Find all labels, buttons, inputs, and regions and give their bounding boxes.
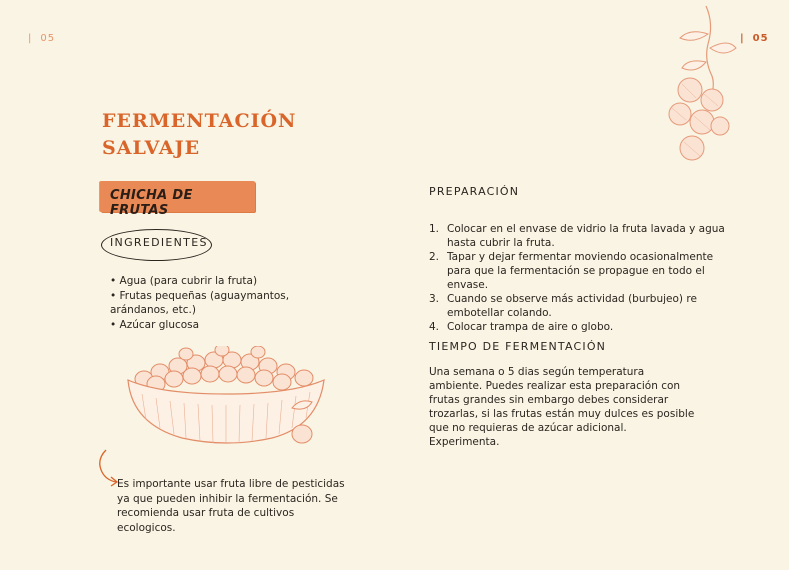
- step-text: Cuando se observe más actividad (burbujeo) re embotellar colando.: [447, 293, 697, 319]
- page-title: [102, 108, 296, 162]
- step-number: 1.: [429, 223, 440, 235]
- list-item: [429, 222, 729, 250]
- recipe-banner: [100, 181, 255, 218]
- divider: |: [28, 33, 33, 44]
- recipe-name: CHICHA DE FRUTAS: [110, 188, 193, 218]
- ingredients-list: [110, 274, 310, 332]
- ingredients-heading: INGREDIENTES: [110, 236, 208, 249]
- step-text: Tapar y dejar fermentar moviendo ocasionalmente para que la fermentación se propague en todo el envase.: [447, 251, 714, 291]
- preparation-heading: PREPARACIÓN: [429, 185, 520, 198]
- list-item: • Azúcar glucosa: [110, 318, 310, 333]
- bowl-of-berries-icon: [122, 346, 332, 450]
- step-text: Colocar en el envase de vidrio la fruta lavada y agua hasta cubrir la fruta.: [447, 223, 725, 249]
- divider: |: [740, 33, 745, 44]
- fermentation-time-text: Una semana o 5 dias según temperatura ambiente. Puedes realizar esta preparación con frutas grandes sin embargo debes considerar trozarlas, si las frutas están muy dulces es posible que no requieras de azúcar adicional. Experimenta.: [429, 366, 695, 448]
- page-number-left-value: 05: [40, 33, 56, 44]
- list-item: [429, 292, 729, 320]
- page-number-right-value: 05: [752, 33, 769, 44]
- step-text: Colocar trampa de aire o globo.: [447, 321, 614, 333]
- page-number-right: [740, 33, 769, 44]
- title-line-1: FERMENTACIÓN: [102, 110, 297, 132]
- berry-branch-icon: [660, 4, 740, 164]
- step-number: 4.: [429, 321, 440, 333]
- page-number-left: [28, 33, 55, 44]
- title-line-2: SALVAJE: [102, 137, 201, 159]
- list-item: • Agua (para cubrir la fruta): [110, 274, 310, 289]
- step-number: 2.: [429, 251, 440, 263]
- list-item: • Frutas pequeñas (aguaymantos, arándanos, etc.): [110, 289, 310, 318]
- list-item: [429, 320, 729, 334]
- tip-note: Es importante usar fruta libre de pesticidas ya que pueden inhibir la fermentación. Se recomienda usar fruta de cultivos ecologicos.: [117, 478, 345, 534]
- fermentation-time-heading: TIEMPO DE FERMENTACIÓN: [429, 340, 607, 353]
- preparation-steps: [429, 222, 729, 334]
- step-number: 3.: [429, 293, 440, 305]
- list-item: [429, 250, 729, 292]
